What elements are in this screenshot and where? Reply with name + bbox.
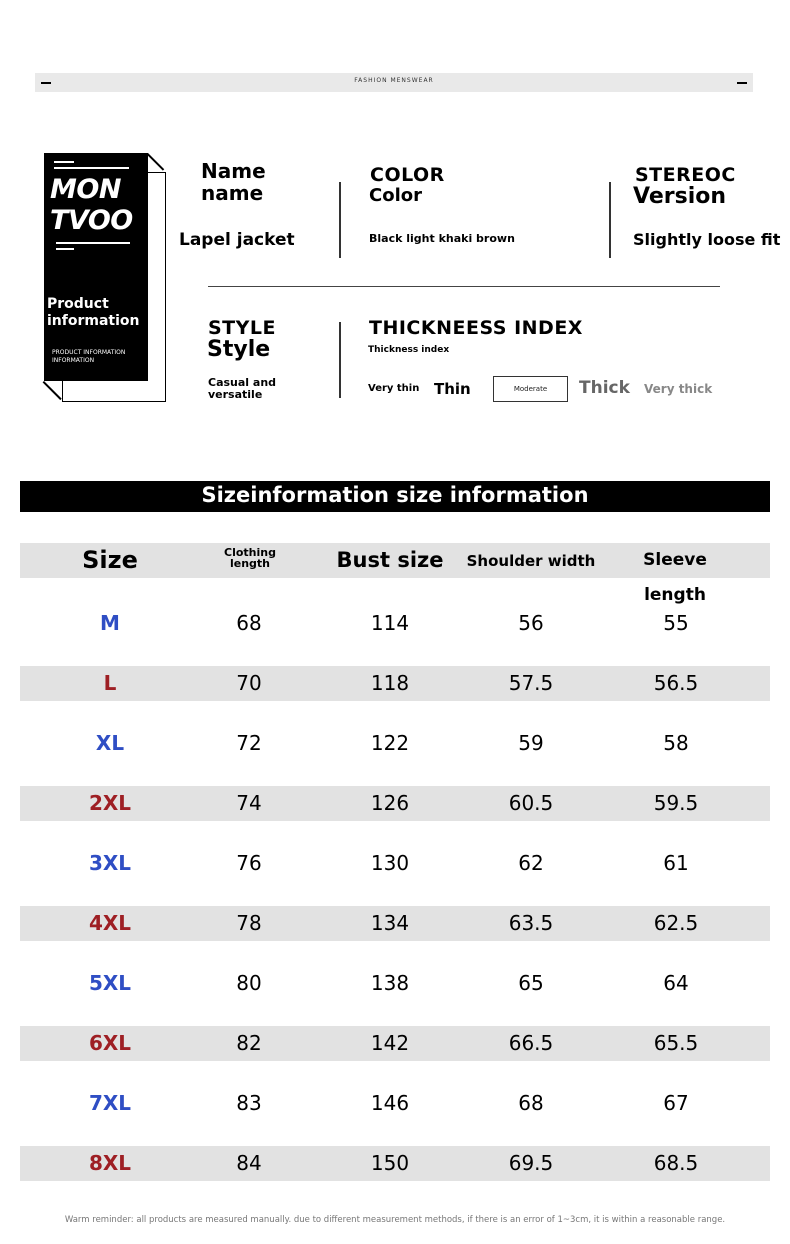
size-cell: 4XL (88, 911, 132, 935)
table-row (20, 846, 770, 881)
shoulder-width-cell: 60.5 (508, 791, 554, 815)
name-value: Lapel jacket (179, 230, 295, 250)
thickness-very-thin: Very thin (368, 383, 420, 394)
divider (339, 322, 341, 398)
thickness-subtitle: Thickness index (368, 345, 450, 355)
top-bar (35, 73, 753, 92)
bust-size-cell: 142 (370, 1031, 410, 1055)
divider (339, 182, 341, 258)
warm-reminder: Warm reminder: all products are measured manually. due to different measurement methods, if there is an error of 1~3cm, it is within a reasonable range. (64, 1215, 726, 1225)
brand-name-line1: MON (50, 174, 121, 205)
bust-size-cell: 138 (370, 971, 410, 995)
table-row (20, 606, 770, 641)
bust-size-cell: 118 (370, 671, 410, 695)
shoulder-width-cell: 57.5 (508, 671, 554, 695)
name-subtitle: name (201, 181, 264, 205)
table-row (20, 666, 770, 701)
size-cell: 2XL (88, 791, 132, 815)
clothing-length-cell: 76 (236, 851, 262, 875)
thickness-very-thick: Very thick (644, 382, 713, 396)
thickness-thick: Thick (579, 378, 630, 398)
clothing-length-cell: 70 (236, 671, 262, 695)
divider (609, 182, 611, 258)
right-dash-icon (737, 82, 747, 84)
header-sleeve-length: Sleeve length (643, 550, 707, 605)
thickness-title: THICKNEESS INDEX (369, 317, 583, 339)
shoulder-width-cell: 62 (518, 851, 544, 875)
sleeve-length-cell: 55 (663, 611, 689, 635)
clothing-length-cell: 83 (236, 1091, 262, 1115)
clothing-length-cell: 74 (236, 791, 262, 815)
size-info-banner: Sizeinformation size information (20, 481, 770, 512)
sleeve-length-cell: 68.5 (653, 1151, 699, 1175)
sleeve-length-cell: 59.5 (653, 791, 699, 815)
thickness-thin: Thin (434, 380, 471, 398)
table-row (20, 966, 770, 1001)
shoulder-width-cell: 63.5 (508, 911, 554, 935)
version-value: Slightly loose fit (633, 230, 781, 249)
box-edge-line (43, 381, 62, 400)
table-header-row (20, 543, 770, 605)
version-title: STEREOC (635, 164, 736, 186)
size-cell: 8XL (88, 1151, 132, 1175)
size-cell: M (100, 611, 120, 635)
sleeve-length-cell: 65.5 (653, 1031, 699, 1055)
clothing-length-cell: 72 (236, 731, 262, 755)
size-cell: XL (95, 731, 125, 755)
color-value: Black light khaki brown (369, 232, 515, 245)
shoulder-width-cell: 59 (518, 731, 544, 755)
logo-line (54, 167, 129, 169)
sleeve-length-cell: 64 (663, 971, 689, 995)
sleeve-length-cell: 62.5 (653, 911, 699, 935)
clothing-length-cell: 84 (236, 1151, 262, 1175)
shoulder-width-cell: 65 (518, 971, 544, 995)
header-clothing-length: Clothing length (224, 546, 276, 570)
bust-size-cell: 122 (370, 731, 410, 755)
clothing-length-cell: 80 (236, 971, 262, 995)
table-row (20, 726, 770, 761)
size-cell: 6XL (88, 1031, 132, 1055)
brand-logo-panel (44, 153, 148, 381)
clothing-length-cell: 68 (236, 611, 262, 635)
table-row (20, 1146, 770, 1181)
bust-size-cell: 114 (370, 611, 410, 635)
thickness-moderate-selected: Moderate (493, 376, 568, 402)
brand-name-line2: TVOO (50, 205, 133, 236)
logo-line (56, 248, 74, 250)
shoulder-width-cell: 66.5 (508, 1031, 554, 1055)
size-cell: 3XL (88, 851, 132, 875)
sleeve-length-cell: 67 (663, 1091, 689, 1115)
logo-line (54, 161, 74, 163)
style-subtitle: Style (207, 337, 271, 362)
clothing-length-cell: 78 (236, 911, 262, 935)
product-info-subtitle: PRODUCT INFORMATION INFORMATION (52, 349, 126, 364)
header-bust-size: Bust size (336, 548, 444, 572)
version-subtitle: Version (633, 184, 727, 209)
table-row (20, 1086, 770, 1121)
style-title: STYLE (208, 317, 276, 339)
shoulder-width-cell: 68 (518, 1091, 544, 1115)
shoulder-width-cell: 56 (518, 611, 544, 635)
bust-size-cell: 150 (370, 1151, 410, 1175)
logo-line (56, 242, 130, 244)
size-cell: 5XL (88, 971, 132, 995)
bust-size-cell: 126 (370, 791, 410, 815)
sleeve-length-cell: 56.5 (653, 671, 699, 695)
style-value: Casual and versatile (208, 376, 277, 401)
section-divider (208, 286, 720, 287)
shoulder-width-cell: 69.5 (508, 1151, 554, 1175)
bust-size-cell: 146 (370, 1091, 410, 1115)
sleeve-length-cell: 58 (663, 731, 689, 755)
bust-size-cell: 130 (370, 851, 410, 875)
color-title: COLOR (370, 164, 445, 186)
table-row (20, 786, 770, 821)
header-shoulder-width: Shoulder width (466, 552, 596, 570)
table-row (20, 906, 770, 941)
name-title: Name (201, 159, 266, 183)
color-subtitle: Color (369, 185, 422, 206)
product-info-title: Product information (47, 296, 140, 329)
header-size: Size (82, 546, 138, 574)
box-edge-line (147, 153, 164, 170)
page-header-title: FASHION MENSWEAR (354, 77, 434, 84)
table-row (20, 1026, 770, 1061)
sleeve-length-cell: 61 (663, 851, 689, 875)
bust-size-cell: 134 (370, 911, 410, 935)
clothing-length-cell: 82 (236, 1031, 262, 1055)
size-cell: 7XL (88, 1091, 132, 1115)
size-cell: L (103, 671, 117, 695)
